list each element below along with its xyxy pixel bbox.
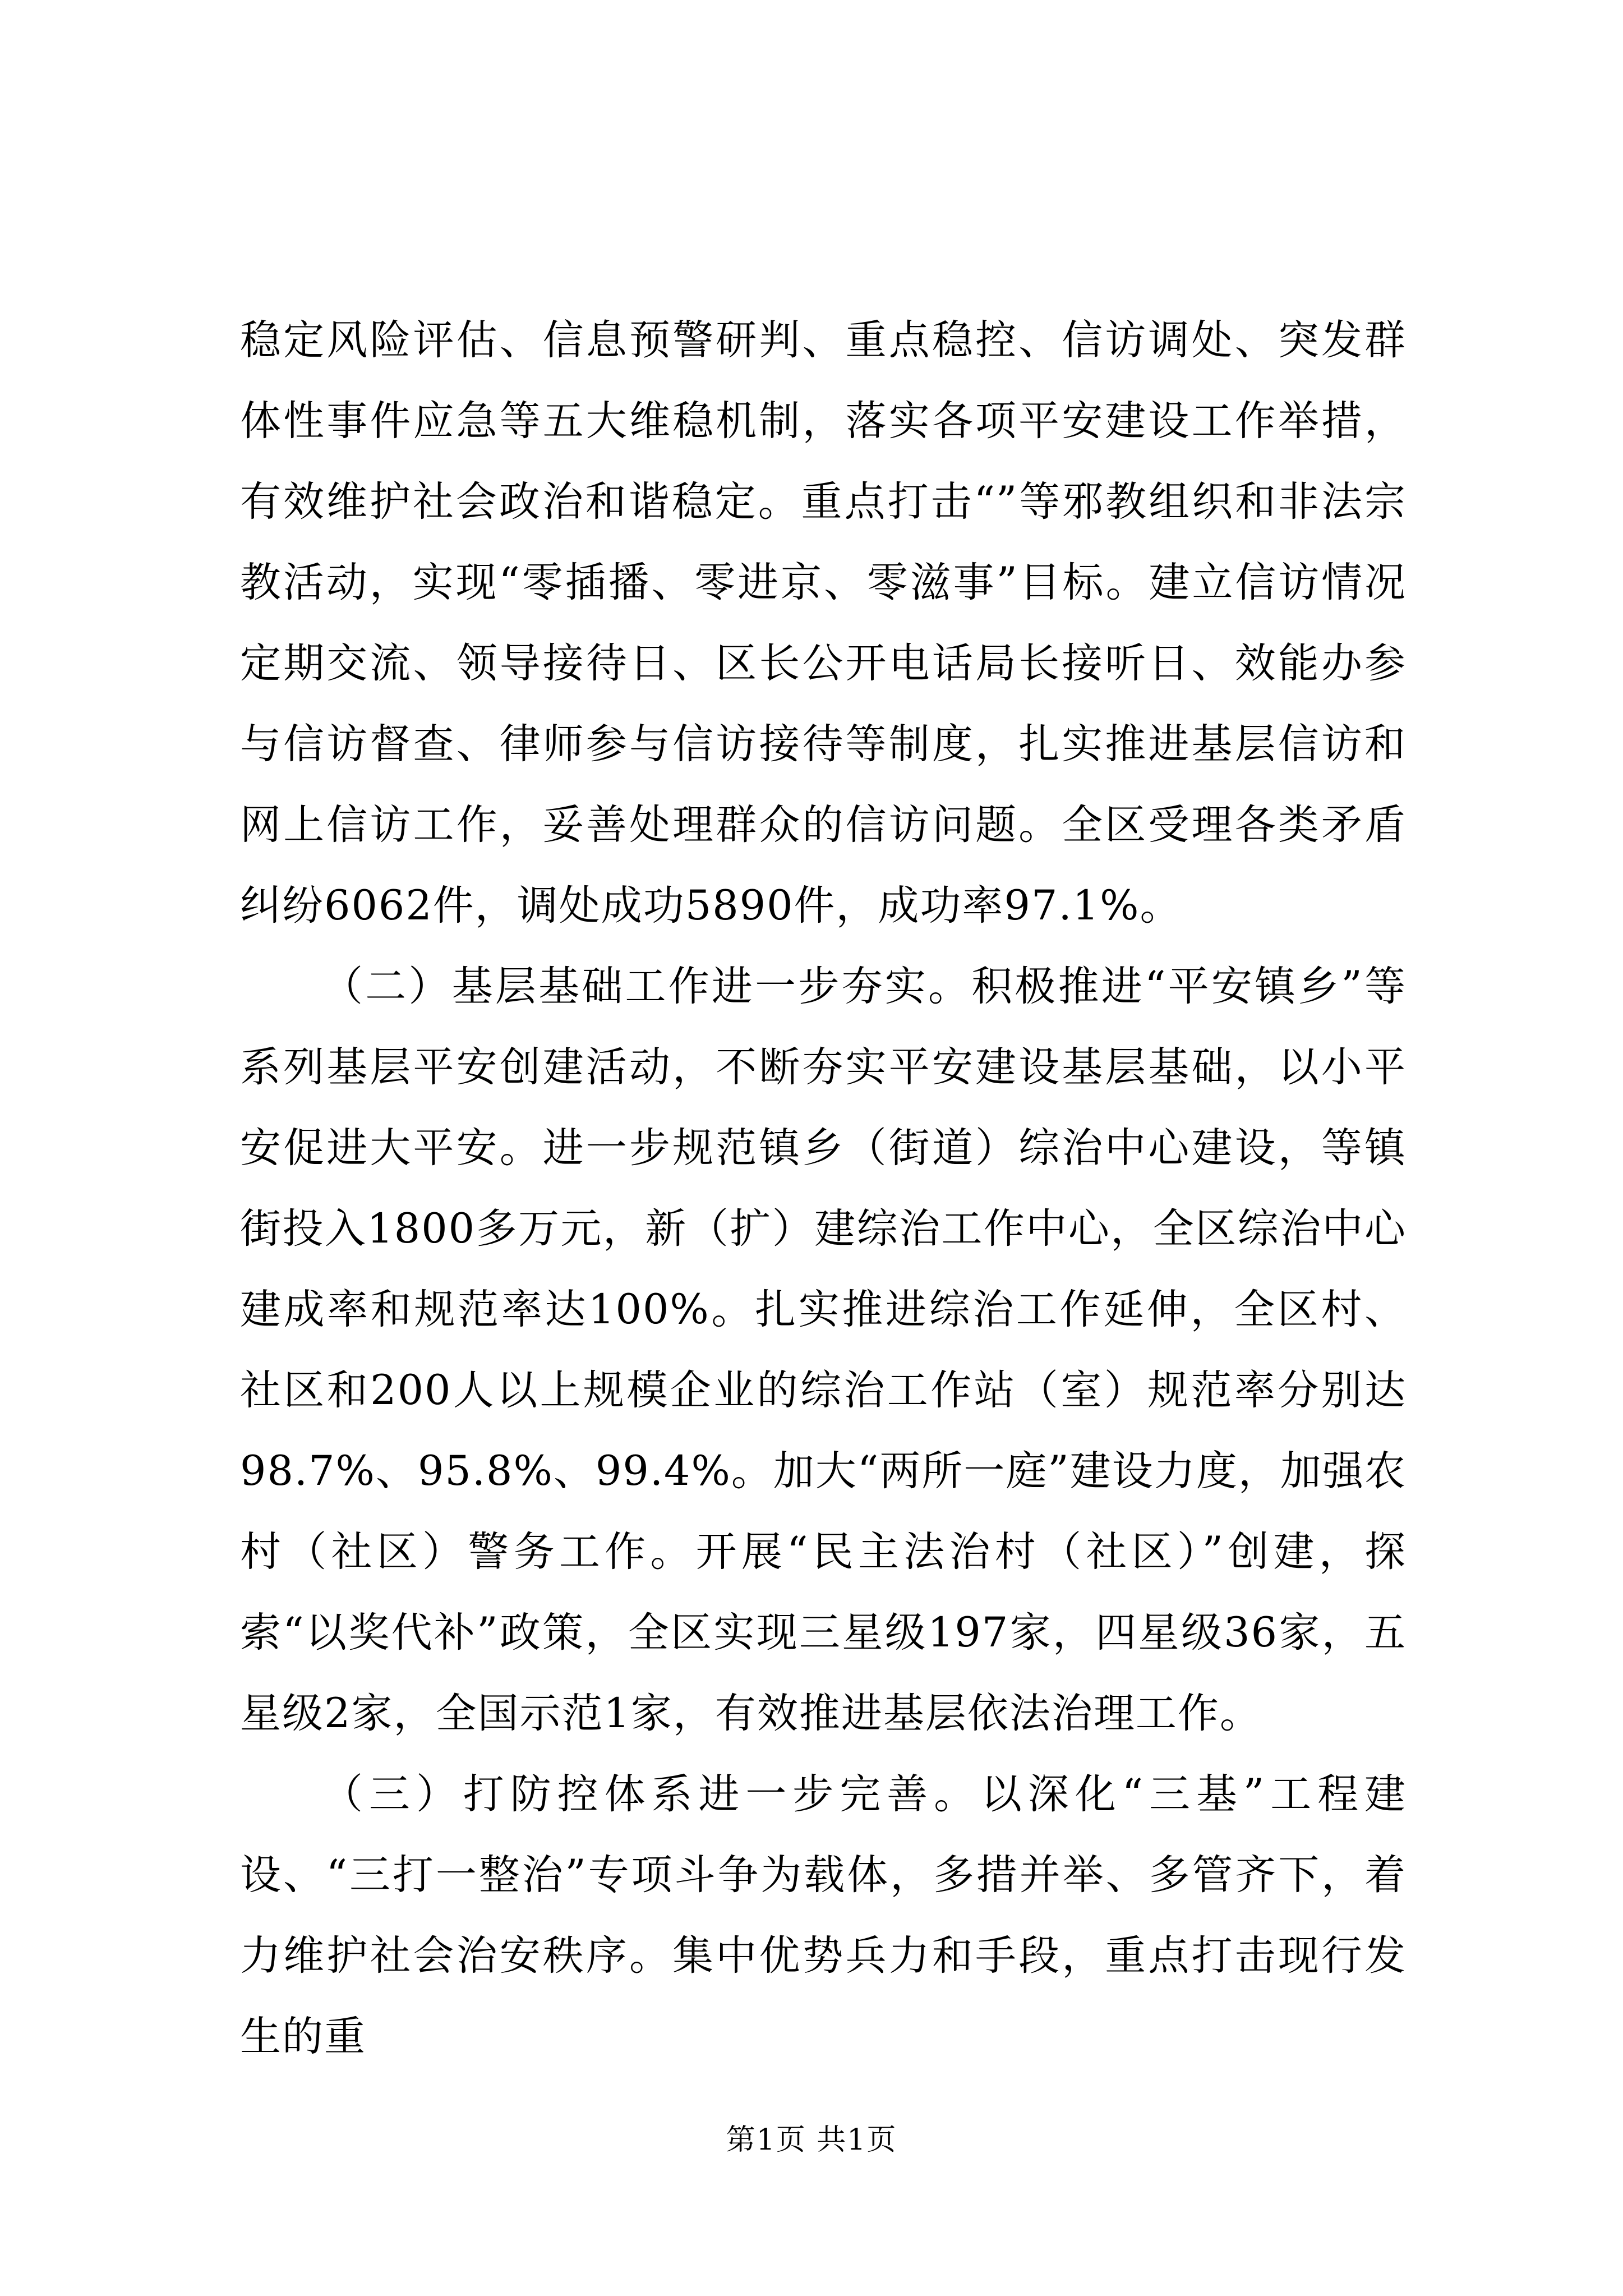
page-footer: 第1页 共1页	[726, 2123, 897, 2157]
paragraph-1: 稳定风险评估、信息预警研判、重点稳控、信访调处、突发群体性事件应急等五大维稳机制，落实各项平安建设工作举措，有效维护社会政治和谐稳定。重点打击“”等邪教组织和非法宗教活动，实现“零插播、零进京、零滋事”目标。建立信访情况定期交流、领导接待日、区长公开电话局长接听日、效能办参与信访督查、律师参与信访接待等制度，扎实推进基层信访和网上信访工作，妥善处理群众的信访问题。全区受理各类矛盾纠纷6062件，调处成功5890件，成功率97.1%。	[240, 316, 1407, 930]
document-body	[240, 300, 1407, 2077]
paragraph-3: （三）打防控体系进一步完善。以深化“三基”工程建设、“三打一整治”专项斗争为载体，多措并举、多管齐下，着力维护社会治安秩序。集中优势兵力和手段，重点打击现行发生的重	[240, 1770, 1407, 2060]
paragraph-2: （二）基层基础工作进一步夯实。积极推进“平安镇乡”等系列基层平安创建活动，不断夯实平安建设基层基础，以小平安促进大平安。进一步规范镇乡（街道）综治中心建设，等镇街投入1800多万元，新（扩）建综治工作中心，全区综治中心建成率和规范率达100%。扎实推进综治工作延伸，全区村、社区和200人以上规模企业的综治工作站（室）规范率分别达98.7%、95.8%、99.4%。加大“两所一庭”建设力度，加强农村（社区）警务工作。开展“民主法治村（社区）”创建，探索“以奖代补”政策，全区实现三星级197家，四星级36家，五星级2家，全国示范1家，有效推进基层依法治理工作。	[240, 963, 1407, 1737]
